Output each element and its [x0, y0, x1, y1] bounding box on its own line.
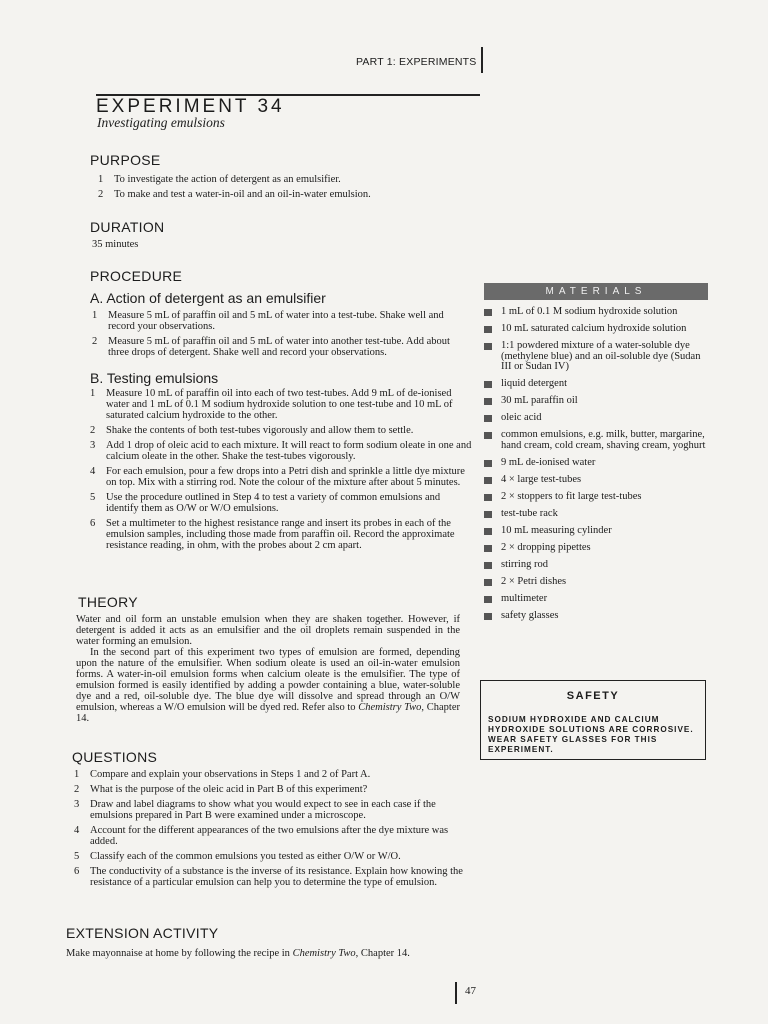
- materials-list: [484, 307, 710, 628]
- page-number-divider: [455, 982, 457, 1004]
- questions-list: [74, 769, 464, 892]
- material-item: multimeter: [484, 594, 710, 605]
- procedure-step: 5 Use the procedure outlined in Step 4 to test a variety of common emulsions and identify them as O/W or W/O emulsions.: [90, 492, 441, 514]
- material-item: 10 mL measuring cylinder: [484, 526, 710, 537]
- material-item: 1 mL of 0.1 M sodium hydroxide solution: [484, 307, 710, 318]
- question-item: 6 The conductivity of a substance is the inverse of its resistance. Explain how knowing the resistance of a particular emulsion can help you to determine the type of emulsion.: [74, 866, 463, 888]
- material-item: safety glasses: [484, 611, 710, 622]
- safety-heading: SAFETY: [566, 690, 620, 702]
- bullet-square-icon: [484, 381, 492, 388]
- material-item: liquid detergent: [484, 379, 710, 390]
- theory-text: [76, 614, 460, 724]
- duration-value: 35 minutes: [92, 239, 139, 250]
- bullet-square-icon: [484, 309, 492, 316]
- bullet-square-icon: [484, 415, 492, 422]
- bullet-square-icon: [484, 579, 492, 586]
- question-item: 2 What is the purpose of the oleic acid in Part B of this experiment?: [74, 784, 368, 795]
- material-item: 10 mL saturated calcium hydroxide solution: [484, 324, 710, 335]
- page-number: 47: [465, 985, 476, 997]
- running-header: PART 1: EXPERIMENTS: [356, 56, 477, 68]
- bullet-square-icon: [484, 596, 492, 603]
- theory-paragraph-1: Water and oil form an unstable emulsion when they are shaken together. However, if detergent is added it acts as an emulsifier and the oil droplets remain suspended in the water forming an emulsion.: [76, 614, 460, 647]
- bullet-square-icon: [484, 460, 492, 467]
- procedure-heading: PROCEDURE: [90, 268, 183, 284]
- procedure-step: 2 Measure 5 mL of paraffin oil and 5 mL of water into another test-tube. Add about three drops of detergent. Shake well and record your observations.: [92, 336, 450, 358]
- procedure-step: 6 Set a multimeter to the highest resistance range and insert its probes in each of the emulsion samples, including those made from paraffin oil. Record the approximate resistance reading, in ohm, with the probes about 2 cm apart.: [90, 518, 455, 551]
- material-item: oleic acid: [484, 413, 710, 424]
- purpose-item: 2 To make and test a water-in-oil and an oil-in-water emulsion.: [98, 189, 371, 200]
- header-divider: [481, 47, 483, 73]
- procedure-step: 4 For each emulsion, pour a few drops into a Petri dish and sprinkle a little dye mixture on top. Mix with a stirring rod. Note the colour of the mixture after about 5 minutes.: [90, 466, 465, 488]
- part-a-steps: [92, 310, 472, 362]
- bullet-square-icon: [484, 545, 492, 552]
- material-item: 2 × dropping pipettes: [484, 543, 710, 554]
- bullet-square-icon: [484, 494, 492, 501]
- material-item: 30 mL paraffin oil: [484, 396, 710, 407]
- question-item: 3 Draw and label diagrams to show what you would expect to see in each case if the emulsions prepared in Part B were examined under a microscope.: [74, 799, 436, 821]
- material-item: 4 × large test-tubes: [484, 475, 710, 486]
- bullet-square-icon: [484, 511, 492, 518]
- experiment-title: EXPERIMENT 34: [96, 96, 285, 117]
- experiment-subtitle: Investigating emulsions: [97, 115, 225, 130]
- bullet-square-icon: [484, 326, 492, 333]
- purpose-section: [98, 174, 478, 204]
- question-item: 4 Account for the different appearances of the two emulsions after the dye mixture was added.: [74, 825, 449, 847]
- procedure-step: 3 Add 1 drop of oleic acid to each mixture. It will react to form sodium oleate in one and calcium oleate in the other. Shake the test-tubes vigorously.: [90, 440, 472, 462]
- bullet-square-icon: [484, 343, 492, 350]
- material-item: test-tube rack: [484, 509, 710, 520]
- question-item: 5 Classify each of the common emulsions you tested as either O/W or W/O.: [74, 851, 401, 862]
- material-item: 9 mL de-ionised water: [484, 458, 710, 469]
- bullet-square-icon: [484, 613, 492, 620]
- part-a-heading: A. Action of detergent as an emulsifier: [90, 290, 326, 306]
- extension-heading: EXTENSION ACTIVITY: [66, 925, 219, 941]
- bullet-square-icon: [484, 477, 492, 484]
- bullet-square-icon: [484, 398, 492, 405]
- bullet-square-icon: [484, 432, 492, 439]
- question-item: 1 Compare and explain your observations in Steps 1 and 2 of Part A.: [74, 769, 371, 780]
- purpose-item: 1 To investigate the action of detergent as an emulsifier.: [98, 174, 341, 185]
- procedure-step: 1 Measure 10 mL of paraffin oil into each of two test-tubes. Add 9 mL of de-ionised water and 1 mL of 0.1 M sodium hydroxide solution to one test-tube and 10 mL of saturated calcium hydroxide to the other.: [90, 388, 453, 421]
- bullet-square-icon: [484, 528, 492, 535]
- material-item: stirring rod: [484, 560, 710, 571]
- questions-heading: QUESTIONS: [72, 749, 158, 765]
- procedure-step: 1 Measure 5 mL of paraffin oil and 5 mL of water into a test-tube. Shake well and record your observations.: [92, 310, 444, 332]
- duration-heading: DURATION: [90, 219, 165, 235]
- bullet-square-icon: [484, 562, 492, 569]
- material-item: common emulsions, e.g. milk, butter, margarine, hand cream, cold cream, shaving cream, yoghurt: [484, 430, 710, 451]
- theory-heading: THEORY: [78, 594, 138, 610]
- procedure-step: 2 Shake the contents of both test-tubes vigorously and allow them to settle.: [90, 425, 414, 436]
- theory-paragraph-2: In the second part of this experiment two types of emulsion are formed, depending upon the nature of the emulsifier. When sodium oleate is used an oil-in-water emulsion forms. A water-in-oil emulsion forms when calcium oleate is the emulsifier. The type of emulsion formed is easily identified by adding a powder containing a blue, water-soluble dye and a red, oil-soluble dye. The blue dye will dissolve and spread through an O/W emulsion, whereas a W/O emulsion will be dyed red. Refer also to Chemistry Two, Chapter 14.: [76, 647, 460, 724]
- material-item: 2 × stoppers to fit large test-tubes: [484, 492, 710, 503]
- material-item: 1:1 powdered mixture of a water-soluble dye (methylene blue) and an oil-soluble dye (Sudan III or Sudan IV): [484, 341, 710, 373]
- purpose-heading: PURPOSE: [90, 152, 161, 168]
- material-item: 2 × Petri dishes: [484, 577, 710, 588]
- extension-text: Make mayonnaise at home by following the recipe in Chemistry Two, Chapter 14.: [66, 948, 410, 959]
- materials-heading: MATERIALS: [484, 283, 708, 300]
- part-b-steps: [90, 388, 472, 555]
- part-b-heading: B. Testing emulsions: [90, 370, 219, 386]
- safety-box: [480, 680, 706, 760]
- safety-warning: SODIUM HYDROXIDE AND CALCIUM HYDROXIDE SOLUTIONS ARE CORROSIVE. WEAR SAFETY GLASSES FOR THIS EXPERIMENT.: [488, 715, 694, 754]
